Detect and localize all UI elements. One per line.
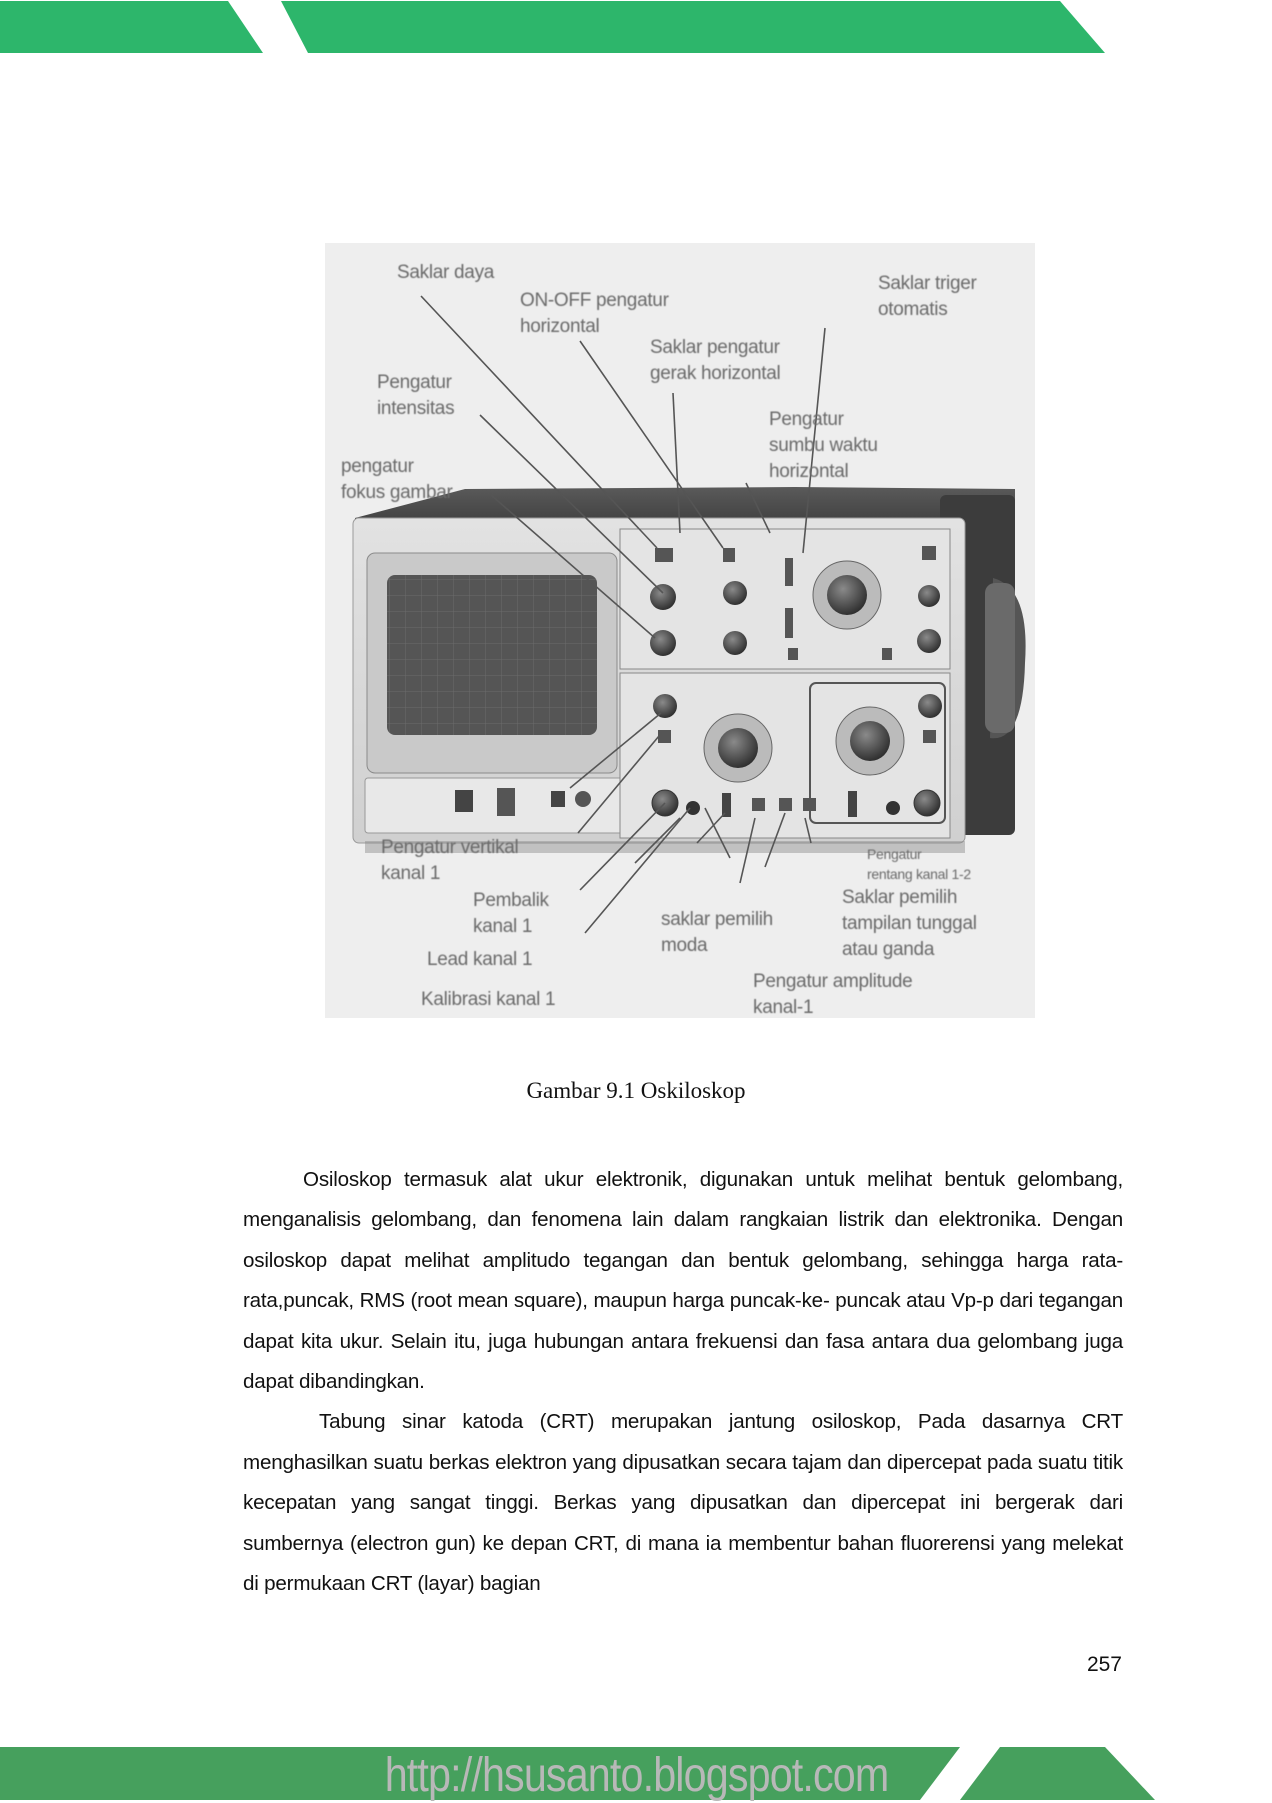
callout-moda-line2: moda — [661, 935, 708, 956]
callout-pembalik-line2: kanal 1 — [473, 916, 533, 937]
timebase-knob — [827, 575, 867, 615]
ch1-invert-button — [658, 730, 671, 743]
callout-saklar-triger-line1: Saklar triger — [878, 273, 977, 294]
power-button — [655, 548, 673, 562]
callout-sumbu-waktu-line3: horizontal — [769, 461, 849, 482]
callout-intensitas-line1: Pengatur — [377, 372, 452, 393]
callout-vertikal-line1: Pengatur vertikal — [381, 837, 519, 858]
holdoff-knob — [917, 629, 941, 653]
callout-amplitude-line1: Pengatur amplitude — [753, 971, 913, 992]
ch1-position-knob — [653, 694, 677, 718]
callout-saklar-gerak-line2: gerak horizontal — [650, 363, 781, 384]
intensity-switch — [497, 788, 515, 816]
intensity-knob — [650, 584, 676, 610]
oscilloscope-figure — [325, 243, 1035, 1018]
power-switch — [455, 790, 473, 812]
probe-adj — [551, 791, 565, 807]
ch2-coupling-switch — [848, 791, 857, 817]
crt-screen — [387, 575, 597, 735]
xpos-knob — [723, 631, 747, 655]
mode-button-1 — [752, 798, 765, 811]
callout-intensitas-line2: intensitas — [377, 398, 455, 419]
ch1-gnd-terminal — [686, 801, 700, 815]
mode-button-3 — [803, 798, 816, 811]
mode-button-2 — [779, 798, 792, 811]
callout-pembalik-line1: Pembalik — [473, 890, 549, 911]
callout-amplitude-line2: kanal-1 — [753, 997, 814, 1018]
callout-rentang-line2: rentang kanal 1-2 — [867, 866, 971, 882]
ch1-volts-knob — [718, 728, 758, 768]
callout-saklar-triger-line2: otomatis — [878, 299, 948, 320]
ch2-position-knob — [918, 694, 942, 718]
callout-sumbu-waktu-line2: sumbu waktu — [769, 435, 878, 456]
slide-switch-1 — [785, 558, 793, 586]
small-button-2 — [882, 648, 892, 660]
page-number: 257 — [1086, 1653, 1122, 1676]
ch2-input-bnc — [914, 790, 940, 816]
callout-fokus-line2: fokus gambar — [341, 482, 453, 503]
callout-vertikal-line2: kanal 1 — [381, 863, 441, 884]
ch2-volts-knob — [850, 721, 890, 761]
figure-caption: Gambar 9.1 Oskiloskop — [526, 1078, 746, 1103]
callout-tampilan-line1: Saklar pemilih — [842, 887, 958, 908]
mode-switch — [722, 793, 731, 817]
cal-terminal — [575, 791, 591, 807]
top-banner — [0, 0, 1272, 55]
callout-fokus-line1: pengatur — [341, 456, 414, 477]
callout-rentang-line1: Pengatur — [867, 846, 922, 862]
callout-moda-line1: saklar pemilih — [661, 909, 773, 930]
hpos-switch — [723, 548, 735, 562]
small-button-1 — [788, 648, 798, 660]
top-banner-left-stripe — [0, 1, 263, 53]
callout-kalibrasi: Kalibrasi kanal 1 — [421, 989, 556, 1010]
slide-switch-2 — [785, 608, 793, 638]
trigger-switch — [922, 546, 936, 560]
callout-on-off-line1: ON-OFF pengatur — [520, 290, 669, 311]
hpos-knob — [723, 581, 747, 605]
level-knob — [918, 585, 940, 607]
callout-lead: Lead kanal 1 — [427, 949, 533, 970]
ch2-gnd-terminal — [886, 801, 900, 815]
callout-tampilan-line2: tampilan tunggal — [842, 913, 977, 934]
top-banner-main-stripe — [281, 1, 1105, 53]
focus-knob — [650, 630, 676, 656]
callout-saklar-gerak-line1: Saklar pengatur — [650, 337, 780, 358]
callout-on-off-line2: horizontal — [520, 316, 600, 337]
handle-grip — [985, 583, 1015, 733]
callout-saklar-daya: Saklar daya — [397, 262, 495, 283]
ch2-invert-button — [923, 730, 936, 743]
footer-watermark-link[interactable]: http://hsusanto.blogspot.com — [384, 1749, 889, 1802]
callout-sumbu-waktu-line1: Pengatur — [769, 409, 844, 430]
callout-tampilan-line3: atau ganda — [842, 939, 935, 960]
body-text — [243, 1160, 1123, 1604]
paragraph-1: Osiloskop termasuk alat ukur elektronik, digunakan untuk melihat bentuk gelombang, menganalisis gelombang, dan fenomena lain dalam rangkaian listrik dan elektronika. Dengan osiloskop dapat melihat amplitudo tegangan dan bentuk gelombang, sehingga harga rata-rata,puncak, RMS (root mean square), maupun harga puncak-ke- puncak atau Vp-p dari tegangan dapat kita ukur. Selain itu, juga hubungan antara frekuensi dan fasa antara dua gelombang juga dapat dibandingkan. — [243, 1168, 1123, 1394]
paragraph-2: Tabung sinar katoda (CRT) merupakan jantung osiloskop, Pada dasarnya CRT menghasilkan suatu berkas elektron yang dipusatkan secara tajam dan dipercepat pada suatu titik kecepatan yang sangat tinggi. Berkas yang dipusatkan dan dipercepat ini bergerak dari sumbernya (electron gun) ke depan CRT, di mana ia membentur bahan fluorerensi yang melekat di permukaan CRT (layar) bagian — [243, 1410, 1123, 1596]
